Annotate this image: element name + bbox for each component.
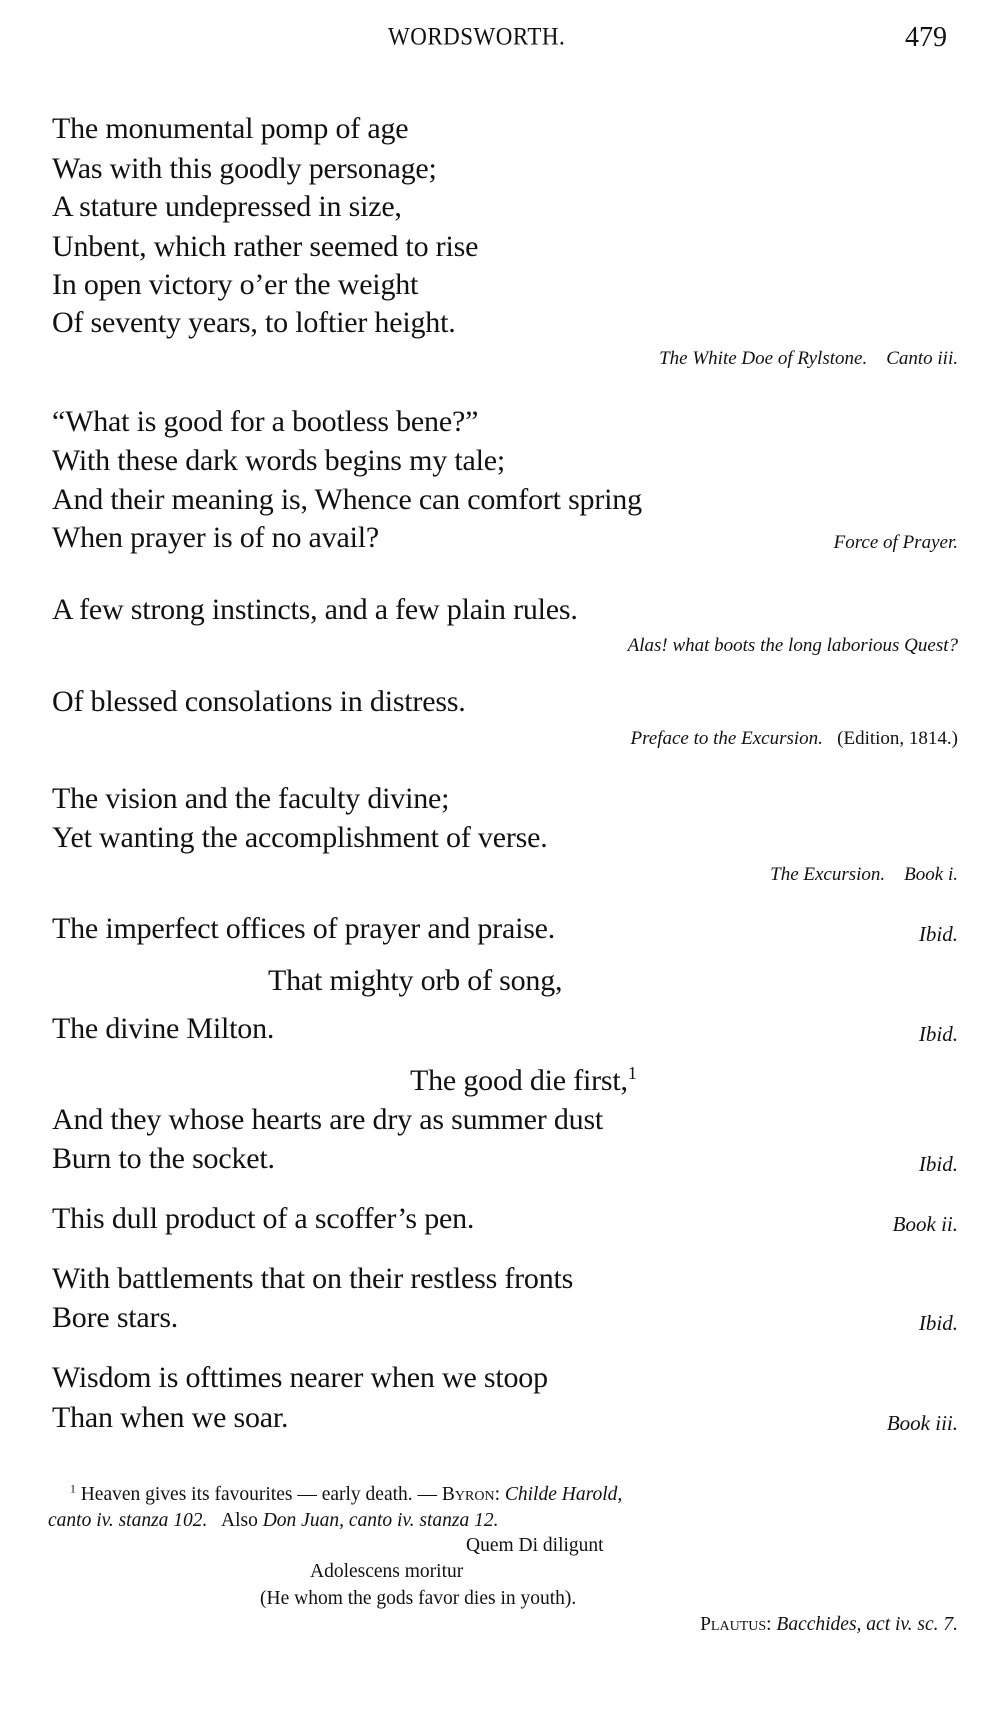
verse-line: Burn to the socket. <box>52 1142 275 1175</box>
verse-line: Bore stars. <box>52 1301 179 1334</box>
verse-line: The imperfect offices of prayer and praise. <box>52 912 556 945</box>
quote-source: Ibid. <box>918 1022 958 1046</box>
quote-source <box>770 864 958 886</box>
footnote-marker: 1 <box>70 1482 76 1496</box>
verse-text: The good die first, <box>410 1064 628 1097</box>
verse-line <box>410 1064 637 1098</box>
verse-line: In open victory o’er the weight <box>52 268 419 301</box>
verse-line: And their meaning is, Whence can comfort spring <box>52 483 642 516</box>
verse-line: Wisdom is ofttimes nearer when we stoop <box>52 1361 548 1394</box>
source-title: The Excursion. <box>770 864 886 885</box>
footnote-author: Byron: <box>441 1484 500 1505</box>
footnote-text: Heaven gives its favourites — early death. — <box>80 1484 438 1505</box>
footnote-text: Also <box>220 1510 258 1531</box>
verse-line: “What is good for a bootless bene?” <box>52 405 479 438</box>
verse-line: Yet wanting the accomplishment of verse. <box>52 821 548 854</box>
quote-source: Alas! what boots the long laborious Quest? <box>627 635 958 656</box>
verse-line: Of seventy years, to loftier height. <box>52 306 456 339</box>
verse-line: The divine Milton. <box>52 1012 275 1045</box>
verse-line: Than when we soar. <box>52 1401 289 1434</box>
quote-source: Ibid. <box>918 1311 958 1335</box>
page-number: 479 <box>905 22 947 53</box>
verse-line: That mighty orb of song, <box>268 964 563 997</box>
verse-line: When prayer is of no avail? <box>52 521 379 554</box>
quote-source <box>659 348 958 370</box>
verse-line: Of blessed consolations in distress. <box>52 685 466 718</box>
quote-source: Book ii. <box>892 1212 958 1236</box>
verse-line: The monumental pomp of age <box>52 112 409 145</box>
footnote-ref-text: canto iv. stanza 102. <box>48 1510 208 1531</box>
footnote-line <box>48 1510 498 1532</box>
source-title: The White Doe of Rylstone. <box>659 348 868 369</box>
verse-line: A stature undepressed in size, <box>52 190 402 223</box>
quote-source: Ibid. <box>918 922 958 946</box>
source-section: Book i. <box>904 864 958 885</box>
source-title: Preface to the Excursion. <box>630 728 823 749</box>
quote-source <box>630 728 958 750</box>
footnote-attribution <box>700 1614 958 1636</box>
source-section: Canto iii. <box>886 348 958 369</box>
verse-line: A few strong instincts, and a few plain rules. <box>52 593 578 626</box>
translation-line: (He whom the gods favor dies in youth). <box>260 1588 577 1609</box>
quote-source: Ibid. <box>918 1152 958 1176</box>
quote-source: Book iii. <box>886 1411 958 1435</box>
latin-line: Quem Di diligunt <box>466 1535 604 1556</box>
latin-line: Adolescens moritur <box>310 1561 464 1582</box>
footnote-work: Don Juan, canto iv. stanza 12. <box>262 1510 499 1531</box>
footnote-line <box>70 1484 622 1506</box>
verse-line: Was with this goodly personage; <box>52 152 437 185</box>
footnote-ref[interactable]: 1 <box>627 1063 637 1083</box>
verse-line: This dull product of a scoffer’s pen. <box>52 1202 475 1235</box>
verse-line: With these dark words begins my tale; <box>52 444 505 477</box>
footnote-work: Childe Harold, <box>504 1484 623 1505</box>
footnote-author: Plautus: <box>700 1614 772 1635</box>
verse-line: With battlements that on their restless fronts <box>52 1262 574 1295</box>
running-title: WORDSWORTH. <box>388 22 566 51</box>
verse-line: The vision and the faculty divine; <box>52 782 450 815</box>
verse-line: And they whose hearts are dry as summer dust <box>52 1103 604 1136</box>
verse-line: Unbent, which rather seemed to rise <box>52 230 479 263</box>
quote-source: Force of Prayer. <box>833 532 958 553</box>
footnote-work: Bacchides, act iv. sc. 7. <box>776 1614 958 1635</box>
page-header <box>0 22 1000 62</box>
source-edition: (Edition, 1814.) <box>837 728 958 749</box>
